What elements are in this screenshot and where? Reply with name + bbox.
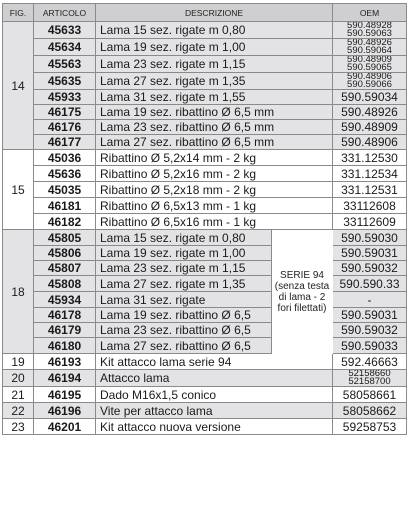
fig-number: 19 — [3, 354, 34, 370]
oem-code-line: 52158660 — [348, 369, 391, 379]
description: Lama 15 sez. rigate m 0,80 — [96, 230, 333, 246]
description: Lama 19 sez. rigate m 1,00 — [96, 246, 333, 261]
oem-code — [333, 22, 407, 39]
table-row — [3, 308, 407, 323]
oem-code: - — [333, 292, 407, 308]
fig-number: 14 — [3, 22, 34, 150]
oem-code: 59258753 — [333, 419, 407, 435]
article-code: 45807 — [34, 261, 96, 276]
table-row — [3, 90, 407, 105]
oem-code — [333, 39, 407, 56]
oem-code-line: 590.48906 — [347, 72, 392, 82]
article-code: 45805 — [34, 230, 96, 246]
article-code: 46176 — [34, 120, 96, 135]
article-code: 46182 — [34, 214, 96, 230]
description: Dado M16x1,5 conico — [96, 387, 333, 403]
oem-code-line: 590.48926 — [347, 38, 392, 48]
oem-code — [333, 73, 407, 90]
table-body — [3, 22, 407, 435]
header-fig: FIG. — [3, 4, 34, 22]
table-row — [3, 73, 407, 90]
article-code: 45808 — [34, 276, 96, 292]
table-row — [3, 56, 407, 73]
description: Lama 23 sez. rigate m 1,15 — [96, 56, 333, 73]
oem-code: 590.590.33 — [333, 276, 407, 292]
article-code: 46178 — [34, 308, 96, 323]
oem-code-line: 590.59064 — [347, 45, 392, 56]
article-code: 45636 — [34, 166, 96, 182]
header-oem: OEM — [333, 4, 407, 22]
header-descrizione: DESCRIZIONE — [96, 4, 333, 22]
description: Lama 27 sez. rigate m 1,35 — [96, 276, 333, 292]
oem-code: 590.59033 — [333, 338, 407, 354]
article-code: 46175 — [34, 105, 96, 120]
article-code: 46181 — [34, 198, 96, 214]
description: Ribattino Ø 6,5x16 mm - 1 kg — [96, 214, 333, 230]
article-code: 46194 — [34, 370, 96, 387]
table-row — [3, 198, 407, 214]
article-code: 45633 — [34, 22, 96, 39]
table-row — [3, 166, 407, 182]
description: Ribattino Ø 6,5x13 mm - 1 kg — [96, 198, 333, 214]
article-code: 45634 — [34, 39, 96, 56]
oem-code: 58058662 — [333, 403, 407, 419]
fig-number: 21 — [3, 387, 34, 403]
description: Lama 23 sez. ribattino Ø 6,5 mm — [96, 120, 333, 135]
oem-code-line: 590.48928 — [347, 21, 392, 31]
table-row — [3, 276, 407, 292]
description: Ribattino Ø 5,2x16 mm - 2 kg — [96, 166, 333, 182]
fig-number: 15 — [3, 150, 34, 230]
description: Lama 27 sez. rigate m 1,35 — [96, 73, 333, 90]
table-row — [3, 230, 407, 246]
description: Lama 31 sez. rigate m 1,55 — [96, 90, 333, 105]
table-row — [3, 419, 407, 435]
oem-code: 590.48906 — [333, 135, 407, 150]
oem-code-line: 590.59063 — [347, 28, 392, 39]
oem-code: 58058661 — [333, 387, 407, 403]
oem-code: 590.59032 — [333, 323, 407, 338]
oem-code-line: 590.59066 — [347, 79, 392, 90]
table-row — [3, 105, 407, 120]
oem-code: 331.12531 — [333, 182, 407, 198]
article-code: 46193 — [34, 354, 96, 370]
table-row — [3, 354, 407, 370]
fig-number: 20 — [3, 370, 34, 387]
article-code: 46201 — [34, 419, 96, 435]
article-code: 46195 — [34, 387, 96, 403]
table-row — [3, 387, 407, 403]
oem-code-line: 590.48909 — [347, 55, 392, 65]
description: Lama 31 sez. rigate — [96, 292, 333, 308]
description: Lama 27 sez. ribattino Ø 6,5 — [96, 338, 333, 354]
description: Lama 27 sez. ribattino Ø 6,5 mm — [96, 135, 333, 150]
article-code: 46196 — [34, 403, 96, 419]
oem-code: 331.12534 — [333, 166, 407, 182]
oem-code — [333, 370, 407, 387]
description: Kit attacco nuova versione — [96, 419, 333, 435]
description: Lama 19 sez. ribattino Ø 6,5 — [96, 308, 333, 323]
table-row — [3, 370, 407, 387]
oem-code: 590.59030 — [333, 230, 407, 246]
article-code: 46177 — [34, 135, 96, 150]
table-row — [3, 22, 407, 39]
article-code: 45933 — [34, 90, 96, 105]
description: Lama 19 sez. rigate m 1,00 — [96, 39, 333, 56]
description: Vite per attacco lama — [96, 403, 333, 419]
table-row — [3, 338, 407, 354]
article-code: 45934 — [34, 292, 96, 308]
table-header-row — [3, 4, 407, 22]
description: Ribattino Ø 5,2x18 mm - 2 kg — [96, 182, 333, 198]
description: Lama 15 sez. rigate m 0,80 — [96, 22, 333, 39]
description: Lama 19 sez. ribattino Ø 6,5 mm — [96, 105, 333, 120]
fig-number: 23 — [3, 419, 34, 435]
description: Lama 23 sez. ribattino Ø 6,5 — [96, 323, 333, 338]
table-row — [3, 246, 407, 261]
oem-code: 33112608 — [333, 198, 407, 214]
table-row — [3, 261, 407, 276]
fig-number: 22 — [3, 403, 34, 419]
description: Attacco lama — [96, 370, 333, 387]
article-code: 45563 — [34, 56, 96, 73]
parts-table — [2, 3, 407, 435]
article-code: 45036 — [34, 150, 96, 166]
oem-code: 590.48909 — [333, 120, 407, 135]
table-row — [3, 323, 407, 338]
table-row — [3, 182, 407, 198]
oem-code: 590.48926 — [333, 105, 407, 120]
oem-code-line: 590.59065 — [347, 62, 392, 73]
article-code: 45035 — [34, 182, 96, 198]
oem-code-line: 52158700 — [348, 376, 391, 387]
table-row — [3, 214, 407, 230]
header-articolo: ARTICOLO — [34, 4, 96, 22]
table-row — [3, 120, 407, 135]
oem-code: 590.59031 — [333, 246, 407, 261]
series-note: SERIE 94 (senza testa di lama - 2 fori filettati) — [271, 230, 333, 354]
table-row — [3, 135, 407, 150]
article-code: 46179 — [34, 323, 96, 338]
oem-code: 590.59034 — [333, 90, 407, 105]
fig-number: 18 — [3, 230, 34, 354]
table-row — [3, 292, 407, 308]
oem-code — [333, 56, 407, 73]
description: Lama 23 sez. rigate m 1,15 — [96, 261, 333, 276]
article-code: 46180 — [34, 338, 96, 354]
description: Ribattino Ø 5,2x14 mm - 2 kg — [96, 150, 333, 166]
table-row — [3, 39, 407, 56]
article-code: 45635 — [34, 73, 96, 90]
oem-code: 590.59032 — [333, 261, 407, 276]
description: Kit attacco lama serie 94 — [96, 354, 333, 370]
table-row — [3, 403, 407, 419]
article-code: 45806 — [34, 246, 96, 261]
oem-code: 33112609 — [333, 214, 407, 230]
oem-code: 590.59031 — [333, 308, 407, 323]
oem-code: 331.12530 — [333, 150, 407, 166]
oem-code: 592.46663 — [333, 354, 407, 370]
table-row — [3, 150, 407, 166]
